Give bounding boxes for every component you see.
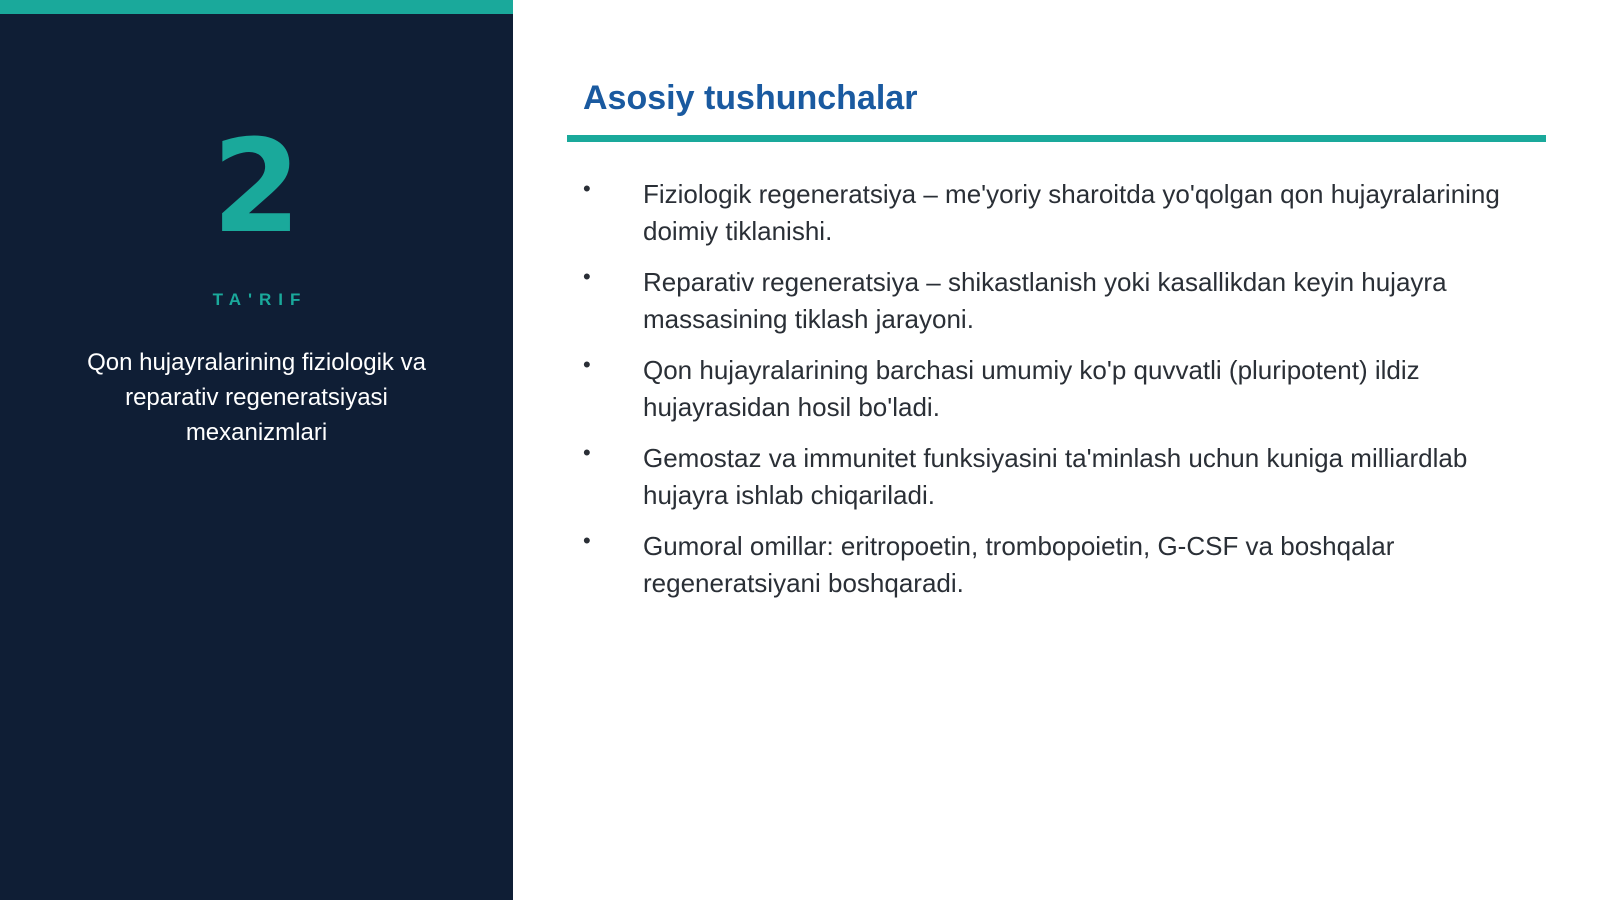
bullet-icon: • [583,528,591,553]
section-number: 2 [211,113,302,262]
section-sidebar [0,0,513,900]
section-label: TA'RIF [212,290,308,309]
bullet-list [583,176,1543,616]
bullet-text: Reparativ regeneratsiya – shikastlanish yoki kasallikdan keyin hujayra massasining tiklash jarayoni. [643,267,1447,334]
bullet-text: Fiziologik regeneratsiya – me'yoriy sharoitda yo'qolgan qon hujayralarining doimiy tiklanishi. [643,179,1500,246]
title-underline [567,135,1546,142]
bullet-text: Qon hujayralarining barchasi umumiy ko'p quvvatli (pluripotent) ildiz hujayrasidan hosil bo'ladi. [643,355,1420,422]
slide-title: Asosiy tushunchalar [583,79,918,117]
bullet-item [583,440,1543,514]
bullet-text: Gemostaz va immunitet funksiyasini ta'minlash uchun kuniga milliardlab hujayra ishlab chiqariladi. [643,443,1468,510]
bullet-icon: • [583,264,591,289]
bullet-icon: • [583,176,591,201]
sidebar-accent-bar [0,0,513,14]
bullet-item [583,264,1543,338]
bullet-item [583,352,1543,426]
bullet-icon: • [583,352,591,377]
bullet-item [583,528,1543,602]
bullet-item [583,176,1543,250]
section-subtitle: Qon hujayralarining fiziologik va reparativ regeneratsiyasi mexanizmlari [87,349,426,446]
bullet-icon: • [583,440,591,465]
bullet-text: Gumoral omillar: eritropoetin, trombopoietin, G-CSF va boshqalar regeneratsiyani boshqaradi. [643,531,1395,598]
